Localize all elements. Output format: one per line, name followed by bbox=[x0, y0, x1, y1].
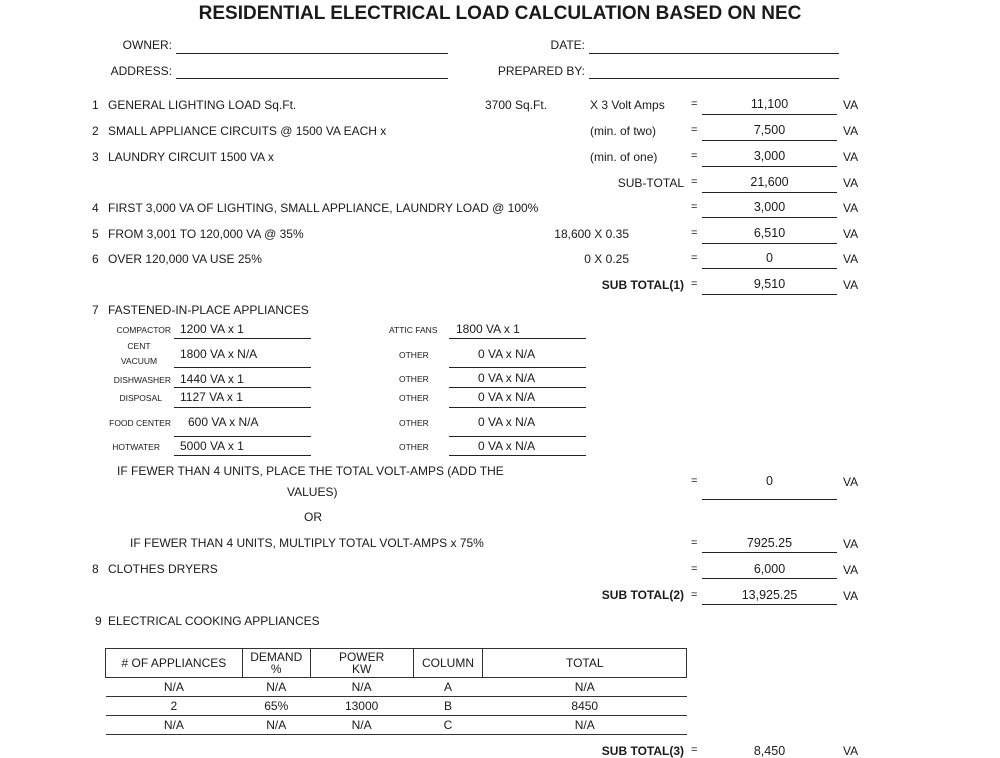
other-input[interactable]: 0 VA x N/A bbox=[478, 347, 536, 361]
food-center-label: FOOD CENTER bbox=[109, 418, 171, 428]
value-underline bbox=[702, 578, 837, 579]
dishwasher-input[interactable]: 1440 VA x 1 bbox=[180, 372, 244, 386]
input-underline bbox=[449, 455, 586, 456]
value-underline bbox=[702, 140, 837, 141]
unit-va: VA bbox=[843, 201, 859, 215]
line-number: 8 bbox=[92, 562, 99, 576]
value-underline bbox=[702, 294, 837, 295]
value-underline bbox=[702, 114, 837, 115]
cent-vacuum-input[interactable]: 1800 VA x N/A bbox=[180, 347, 258, 361]
unit-va: VA bbox=[843, 124, 859, 138]
rule-add-text-line2: VALUES) bbox=[287, 485, 338, 499]
over-120000-value: 0 bbox=[766, 251, 773, 265]
date-field[interactable] bbox=[589, 53, 839, 54]
other-label: OTHER bbox=[399, 418, 429, 428]
total-cell: N/A bbox=[483, 716, 687, 735]
unit-va: VA bbox=[843, 98, 859, 112]
subtotal-3-value: 8,450 bbox=[753, 744, 786, 758]
lighting-factor: X 3 Volt Amps bbox=[590, 98, 665, 112]
equals-sign: = bbox=[691, 537, 698, 549]
laundry-value: 3,000 bbox=[753, 149, 786, 163]
equals-sign: = bbox=[691, 150, 698, 162]
value-underline bbox=[702, 217, 837, 218]
value-underline bbox=[702, 243, 837, 244]
input-underline bbox=[449, 436, 586, 437]
num-appliances-cell[interactable]: 2 bbox=[106, 697, 243, 716]
unit-va: VA bbox=[843, 475, 859, 489]
equals-sign: = bbox=[691, 124, 698, 136]
subtotal-value: 21,600 bbox=[750, 175, 789, 189]
column-cell: B bbox=[413, 697, 483, 716]
rule-add-text-line1: IF FEWER THAN 4 UNITS, PLACE THE TOTAL VOLT-AMPS (ADD THE bbox=[117, 464, 504, 478]
total-cell: N/A bbox=[483, 678, 687, 697]
rule-add-value: 0 bbox=[766, 474, 773, 488]
other-label: OTHER bbox=[399, 393, 429, 403]
hotwater-input[interactable]: 5000 VA x 1 bbox=[180, 439, 244, 453]
table-row bbox=[106, 697, 687, 716]
unit-va: VA bbox=[843, 176, 859, 190]
fastened-appliances-heading: FASTENED-IN-PLACE APPLIANCES bbox=[108, 303, 309, 317]
hotwater-label: HOTWATER bbox=[112, 442, 160, 452]
table-header-row bbox=[106, 649, 687, 678]
input-underline bbox=[449, 407, 586, 408]
laundry-label: LAUNDRY CIRCUIT 1500 VA x bbox=[108, 150, 274, 164]
address-label: ADDRESS: bbox=[110, 64, 172, 78]
unit-va: VA bbox=[843, 744, 859, 758]
line-number: 6 bbox=[92, 252, 99, 266]
value-underline bbox=[702, 499, 837, 500]
other-input[interactable]: 0 VA x N/A bbox=[478, 371, 536, 385]
column-header-total: TOTAL bbox=[483, 649, 687, 678]
from-3001-value: 6,510 bbox=[753, 226, 786, 240]
cooking-appliances-table bbox=[105, 648, 687, 735]
owner-label: OWNER: bbox=[122, 38, 172, 52]
subtotal-label: SUB-TOTAL bbox=[617, 176, 684, 190]
unit-va: VA bbox=[843, 252, 859, 266]
rule-multiply-text: IF FEWER THAN 4 UNITS, MULTIPLY TOTAL VOLT-AMPS x 75% bbox=[130, 536, 484, 550]
other-label: OTHER bbox=[399, 442, 429, 452]
equals-sign: = bbox=[691, 278, 698, 290]
equals-sign: = bbox=[691, 589, 698, 601]
demand-cell: N/A bbox=[242, 678, 310, 697]
unit-va: VA bbox=[843, 537, 859, 551]
input-underline bbox=[449, 367, 586, 368]
line-number: 7 bbox=[92, 303, 99, 317]
small-appliance-value: 7,500 bbox=[753, 123, 786, 137]
small-appliance-label: SMALL APPLIANCE CIRCUITS @ 1500 VA EACH x bbox=[108, 124, 387, 138]
value-underline bbox=[702, 552, 837, 553]
laundry-factor: (min. of one) bbox=[590, 150, 658, 164]
equals-sign: = bbox=[691, 98, 698, 110]
line-number: 4 bbox=[92, 201, 99, 215]
dishwasher-label: DISHWASHER bbox=[113, 375, 171, 385]
clothes-dryers-label: CLOTHES DRYERS bbox=[108, 562, 218, 576]
from-3001-label: FROM 3,001 TO 120,000 VA @ 35% bbox=[108, 227, 304, 241]
demand-cell: 65% bbox=[242, 697, 310, 716]
unit-va: VA bbox=[843, 278, 859, 292]
line-number: 1 bbox=[92, 98, 99, 112]
equals-sign: = bbox=[691, 252, 698, 264]
disposal-label: DISPOSAL bbox=[119, 393, 162, 403]
column-header-num-appliances: # OF APPLIANCES bbox=[106, 649, 243, 678]
over-120000-label: OVER 120,000 VA USE 25% bbox=[108, 252, 262, 266]
clothes-dryers-value: 6,000 bbox=[753, 562, 786, 576]
cent-vacuum-label-line1: CENT bbox=[127, 341, 151, 351]
unit-va: VA bbox=[843, 227, 859, 241]
first-3000-value: 3,000 bbox=[753, 200, 786, 214]
power-cell[interactable]: 13000 bbox=[310, 697, 413, 716]
prepared-by-label: PREPARED BY: bbox=[497, 64, 585, 78]
unit-va: VA bbox=[843, 589, 859, 603]
address-field[interactable] bbox=[176, 78, 448, 79]
prepared-by-field[interactable] bbox=[589, 78, 839, 79]
first-3000-label: FIRST 3,000 VA OF LIGHTING, SMALL APPLIANCE, LAUNDRY LOAD @ 100% bbox=[108, 201, 539, 215]
table-row bbox=[106, 716, 687, 735]
owner-field[interactable] bbox=[176, 53, 448, 54]
other-label: OTHER bbox=[399, 374, 429, 384]
subtotal-1-label: SUB TOTAL(1) bbox=[601, 278, 684, 292]
table-row bbox=[106, 678, 687, 697]
subtotal-1-value: 9,510 bbox=[753, 277, 786, 291]
value-underline bbox=[702, 192, 837, 193]
total-cell: 8450 bbox=[483, 697, 687, 716]
general-lighting-label: GENERAL LIGHTING LOAD Sq.Ft. bbox=[108, 98, 297, 112]
subtotal-2-value: 13,925.25 bbox=[741, 588, 798, 602]
column-cell: A bbox=[413, 678, 483, 697]
compactor-label: COMPACTOR bbox=[116, 325, 171, 335]
subtotal-3-label: SUB TOTAL(3) bbox=[601, 744, 684, 758]
attic-fans-label: ATTIC FANS bbox=[389, 325, 438, 335]
input-underline bbox=[174, 455, 311, 456]
cent-vacuum-label-line2: VACUUM bbox=[120, 356, 158, 366]
demand-cell: N/A bbox=[242, 716, 310, 735]
cooking-appliances-heading: ELECTRICAL COOKING APPLIANCES bbox=[108, 614, 320, 628]
equals-sign: = bbox=[691, 227, 698, 239]
general-lighting-value: 11,100 bbox=[750, 97, 789, 111]
over-120000-calc: 0 X 0.25 bbox=[584, 252, 629, 266]
input-underline bbox=[449, 387, 586, 388]
input-underline bbox=[174, 367, 311, 368]
equals-sign: = bbox=[691, 475, 698, 487]
column-header-demand: DEMAND % bbox=[242, 649, 310, 678]
other-label: OTHER bbox=[399, 350, 429, 360]
input-underline bbox=[174, 338, 311, 339]
square-feet-input[interactable]: 3700 Sq.Ft. bbox=[485, 98, 548, 112]
rule-multiply-value: 7925.25 bbox=[746, 536, 793, 550]
other-input[interactable]: 0 VA x N/A bbox=[478, 390, 536, 404]
value-underline bbox=[702, 268, 837, 269]
line-number: 5 bbox=[92, 227, 99, 241]
input-underline bbox=[174, 387, 311, 388]
equals-sign: = bbox=[691, 176, 698, 188]
input-underline bbox=[174, 436, 311, 437]
power-cell[interactable]: N/A bbox=[310, 678, 413, 697]
subtotal-2-label: SUB TOTAL(2) bbox=[601, 588, 684, 602]
column-header-power: POWER KW bbox=[310, 649, 413, 678]
page-title: RESIDENTIAL ELECTRICAL LOAD CALCULATION BASED ON NEC bbox=[198, 3, 802, 24]
from-3001-calc: 18,600 X 0.35 bbox=[554, 227, 629, 241]
input-underline bbox=[449, 338, 586, 339]
column-cell: C bbox=[413, 716, 483, 735]
or-label: OR bbox=[304, 510, 322, 524]
small-appliance-factor: (min. of two) bbox=[590, 124, 657, 138]
food-center-input[interactable]: 600 VA x N/A bbox=[188, 415, 259, 429]
date-label: DATE: bbox=[550, 38, 585, 52]
num-appliances-cell[interactable]: N/A bbox=[106, 716, 243, 735]
column-header-column: COLUMN bbox=[413, 649, 483, 678]
equals-sign: = bbox=[691, 744, 698, 756]
equals-sign: = bbox=[691, 563, 698, 575]
line-number: 2 bbox=[92, 124, 99, 138]
line-number: 3 bbox=[92, 150, 99, 164]
line-number: 9 bbox=[95, 614, 102, 628]
num-appliances-cell[interactable]: N/A bbox=[106, 678, 243, 697]
equals-sign: = bbox=[691, 201, 698, 213]
power-cell[interactable]: N/A bbox=[310, 716, 413, 735]
value-underline bbox=[702, 166, 837, 167]
compactor-input[interactable]: 1200 VA x 1 bbox=[180, 322, 244, 336]
disposal-input[interactable]: 1127 VA x 1 bbox=[180, 390, 243, 404]
unit-va: VA bbox=[843, 563, 859, 577]
input-underline bbox=[174, 407, 311, 408]
unit-va: VA bbox=[843, 150, 859, 164]
other-input[interactable]: 0 VA x N/A bbox=[478, 415, 536, 429]
value-underline bbox=[702, 604, 837, 605]
attic-fans-input[interactable]: 1800 VA x 1 bbox=[456, 322, 520, 336]
other-input[interactable]: 0 VA x N/A bbox=[478, 439, 536, 453]
